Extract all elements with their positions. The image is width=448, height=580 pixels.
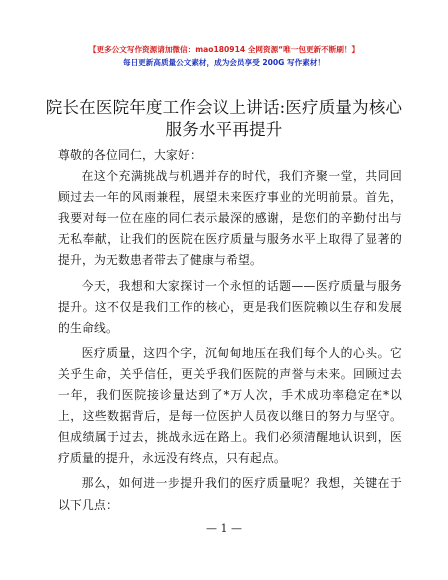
paragraph-4: 那么，如何进一步提升我们的医疗质量呢？我想，关键在于以下几点：	[58, 476, 402, 512]
paragraph-1: 在这个充满挑战与机遇并存的时代，我们齐聚一堂，共同回顾过去一年的风雨兼程，展望未来医疗事业的光明前景。首先，我要对每一位在座的同仁表示最深的感谢，是您们的辛勤付出与无私奉献，让我们的医院在医疗质量与服务水平上取得了显著的提升，为无数患者带去了健康与希望。	[58, 169, 402, 268]
promo-line-1: 【更多公文写作资源请加微信：mao180914 全网资源“唯一包更新不断刷！】	[88, 45, 360, 54]
page-number: — 1 —	[206, 522, 242, 535]
greeting: 尊敬的各位同仁，大家好：	[58, 148, 202, 162]
document-body	[58, 145, 402, 516]
paragraph-2: 今天，我想和大家探讨一个永恒的话题——医疗质量与服务提升。这不仅是我们工作的核心，更是我们医院赖以生存和发展的生命线。	[58, 278, 402, 335]
promo-line-2: 每日更新高质量公文素材，成为会员享受 200G 写作素材！	[122, 58, 326, 67]
promo-banner	[0, 44, 448, 69]
document-title: 院长在医院年度工作会议上讲话:医疗质量为核心服务水平再提升	[45, 98, 403, 139]
paragraph-3: 医疗质量，这四个字，沉甸甸地压在我们每个人的心头。它关乎生命，关乎信任，更关乎我们医院的声誉与未来。回顾过去一年，我们医院接诊量达到了*万人次，手术成功率稳定在*以上，这些数据背后，是每一位医护人员夜以继日的努力与坚守。但成绩属于过去，挑战永远在路上。我们必须清醒地认识到，医疗质量的提升，永远没有终点，只有起点。	[58, 345, 402, 466]
